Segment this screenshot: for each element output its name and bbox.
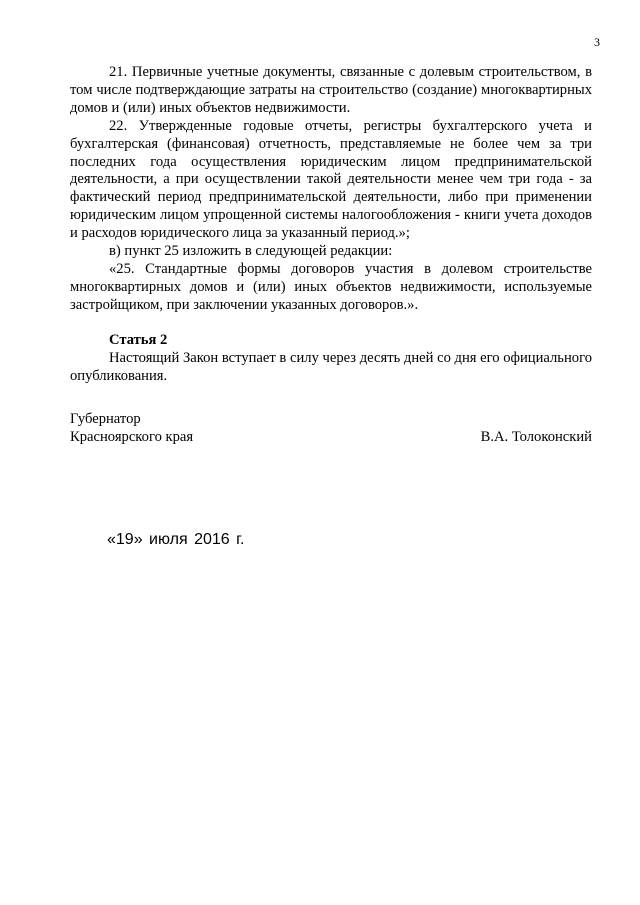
- article-text: Настоящий Закон вступает в силу через десять дней со дня его официального опубликования.: [70, 349, 592, 384]
- article-2: [70, 332, 592, 386]
- signature-block: [70, 410, 592, 446]
- paragraph-subitem-v: в) пункт 25 изложить в следующей редакции:: [109, 243, 393, 260]
- signature-name: В.А. Толоконский: [480, 429, 592, 445]
- document-body: [70, 64, 592, 385]
- paragraph-21: 21. Первичные учетные документы, связанные с долевым строительством, в том числе подтверждающие затраты на строительство (создание) многоквартирных домов и (или) иных объектов недвижимости.: [70, 64, 592, 116]
- page-number: 3: [594, 35, 600, 49]
- signing-date: «19» июля 2016 г.: [107, 531, 245, 548]
- signature-position-line1: Губернатор: [70, 411, 141, 427]
- signature-position-line2: Красноярского края: [70, 429, 194, 445]
- paragraph-22: 22. Утвержденные годовые отчеты, регистры бухгалтерского учета и бухгалтерская (финансовая) отчетность, представляемые не более чем за три последних года осуществления юридическим лицом предпринимательской деятельности, а при осуществлении такой деятельности менее чем три года - за фактический период предпринимательской деятельности, либо при применении юридическим лицом упрощенной системы налогообложения - книги учета доходов и расходов юридического лица за указанный период.»;: [70, 117, 592, 242]
- paragraph-25: «25. Стандартные формы договоров участия в долевом строительстве многоквартирных домов и (или) иных объектов недвижимости, используемые застройщиком, при заключении указанных договоров.».: [70, 260, 592, 313]
- article-title: Статья 2: [109, 331, 168, 348]
